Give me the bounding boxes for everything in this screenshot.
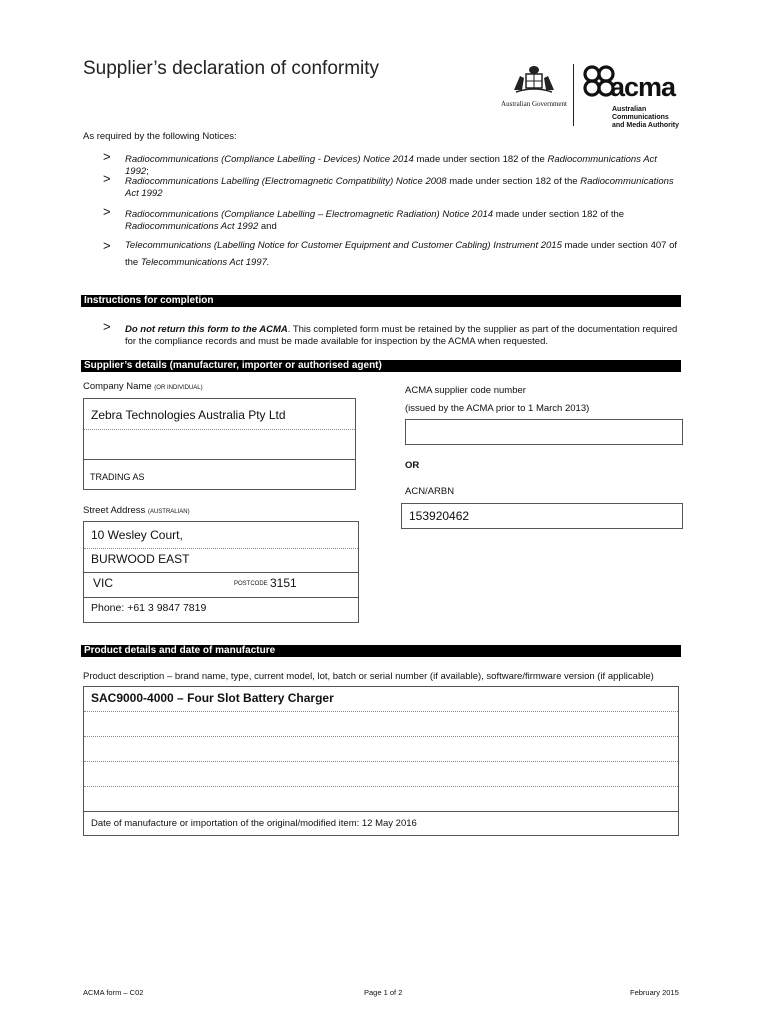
postcode-label: POSTCODE — [234, 581, 268, 587]
acma-code-note: (issued by the ACMA prior to 1 March 2013) — [405, 403, 590, 414]
phone-row — [91, 602, 206, 614]
row-divider — [84, 459, 355, 460]
notice-text: made under section 182 of the — [493, 209, 625, 220]
acma-code-field[interactable] — [405, 419, 683, 445]
date-label: Date of manufacture or importation of the original/modified item: — [91, 818, 360, 829]
footer-form-id: ACMA form – C02 — [83, 988, 144, 997]
notices-intro: As required by the following Notices: — [83, 131, 237, 142]
australian-government-logo — [500, 64, 568, 108]
row-divider — [84, 572, 358, 573]
acn-field-box[interactable] — [401, 503, 683, 529]
notice-title: Radiocommunications (Compliance Labelling – Electromagnetic Radiation) Notice 2014 — [125, 209, 494, 220]
bullet-arrow-icon: > — [103, 171, 111, 186]
product-description-field[interactable]: SAC9000-4000 – Four Slot Battery Charger — [91, 691, 334, 705]
notice-act: Radiocommunications Act 1992 — [125, 176, 674, 199]
acma-name-line1: Australian — [612, 106, 647, 113]
acn-label: ACN/ARBN — [405, 486, 455, 497]
phone-field[interactable]: +61 3 9847 7819 — [127, 602, 207, 614]
row-divider — [84, 811, 678, 812]
product-description-label: Product description – brand name, type, current model, lot, batch or serial number (if available), software/firmware version (if applicable) — [83, 671, 654, 682]
notice-title: Radiocommunications (Compliance Labelling - Devices) Notice 2014 — [125, 154, 414, 165]
notice-title: Radiocommunications Labelling (Electromagnetic Compatibility) Notice 2008 — [125, 176, 447, 187]
instructions-heading: Instructions for completion — [81, 295, 681, 307]
bullet-arrow-icon: > — [103, 238, 111, 253]
footer-page-number: Page 1 of 2 — [364, 988, 403, 997]
notice-title: Telecommunications (Labelling Notice for Customer Equipment and Customer Cabling) Instrument 2015 — [125, 240, 562, 251]
notice-act: Radiocommunications Act 1992 — [125, 154, 657, 177]
date-row — [91, 818, 417, 829]
product-heading: Product details and date of manufacture — [81, 645, 681, 657]
coat-of-arms-icon — [500, 64, 568, 94]
notice-act: Telecommunications Act 1997. — [140, 257, 270, 268]
row-divider — [84, 548, 358, 549]
notice-text: made under section 182 of the — [413, 154, 548, 165]
state-field[interactable]: VIC — [93, 576, 114, 590]
bullet-arrow-icon: > — [103, 204, 111, 219]
bullet-arrow-icon: > — [103, 319, 111, 334]
notice-act: Radiocommunications Act 1992 — [125, 221, 259, 232]
street-address-box[interactable] — [83, 521, 359, 623]
supplier-heading: Supplier’s details (manufacturer, importer or authorised agent) — [81, 360, 681, 372]
trading-as-label: TRADING AS — [90, 472, 145, 482]
bullet-arrow-icon: > — [103, 149, 111, 164]
street-address-label: Street Address (AUSTRALIAN) — [83, 505, 190, 516]
page-title: Supplier’s declaration of conformity — [83, 58, 380, 79]
acma-code-label: ACMA supplier code number — [405, 385, 526, 396]
acma-name-line2: Communications — [612, 114, 669, 121]
row-divider — [84, 711, 678, 712]
gov-logo-text: Australian Government — [501, 100, 567, 108]
logo-divider — [573, 64, 574, 126]
notice-text: made under section 407 of the — [125, 240, 678, 268]
notice-text: made under section 182 of the — [446, 176, 581, 187]
instructions-emphasis: Do not return this form to the ACMA — [125, 324, 288, 335]
footer-date: February 2015 — [630, 988, 679, 997]
phone-label: Phone: — [91, 602, 128, 614]
street-line2-field[interactable]: BURWOOD EAST — [91, 552, 190, 566]
acma-name-line3: and Media Authority — [612, 122, 680, 129]
date-field[interactable]: 12 May 2016 — [361, 818, 417, 829]
product-details-box[interactable] — [83, 686, 679, 836]
acma-logo — [582, 64, 692, 130]
acn-field[interactable]: 153920462 — [409, 509, 470, 523]
row-divider — [84, 786, 678, 787]
row-divider — [84, 736, 678, 737]
or-label: OR — [405, 460, 420, 471]
row-divider — [84, 597, 358, 598]
company-name-field[interactable]: Zebra Technologies Australia Pty Ltd — [91, 408, 286, 422]
row-divider — [84, 761, 678, 762]
row-divider — [84, 429, 355, 430]
company-name-label: Company Name (OR INDIVIDUAL) — [83, 381, 203, 392]
postcode-field[interactable]: 3151 — [270, 576, 297, 590]
instructions-text: . This completed form must be retained by the supplier as part of the documentation required for the compliance records and must be made available for inspection by the ACMA when requested. — [125, 324, 678, 347]
street-line1-field[interactable]: 10 Wesley Court, — [91, 528, 183, 542]
company-name-box[interactable] — [83, 398, 356, 490]
acma-logo-text: acma — [610, 72, 676, 102]
